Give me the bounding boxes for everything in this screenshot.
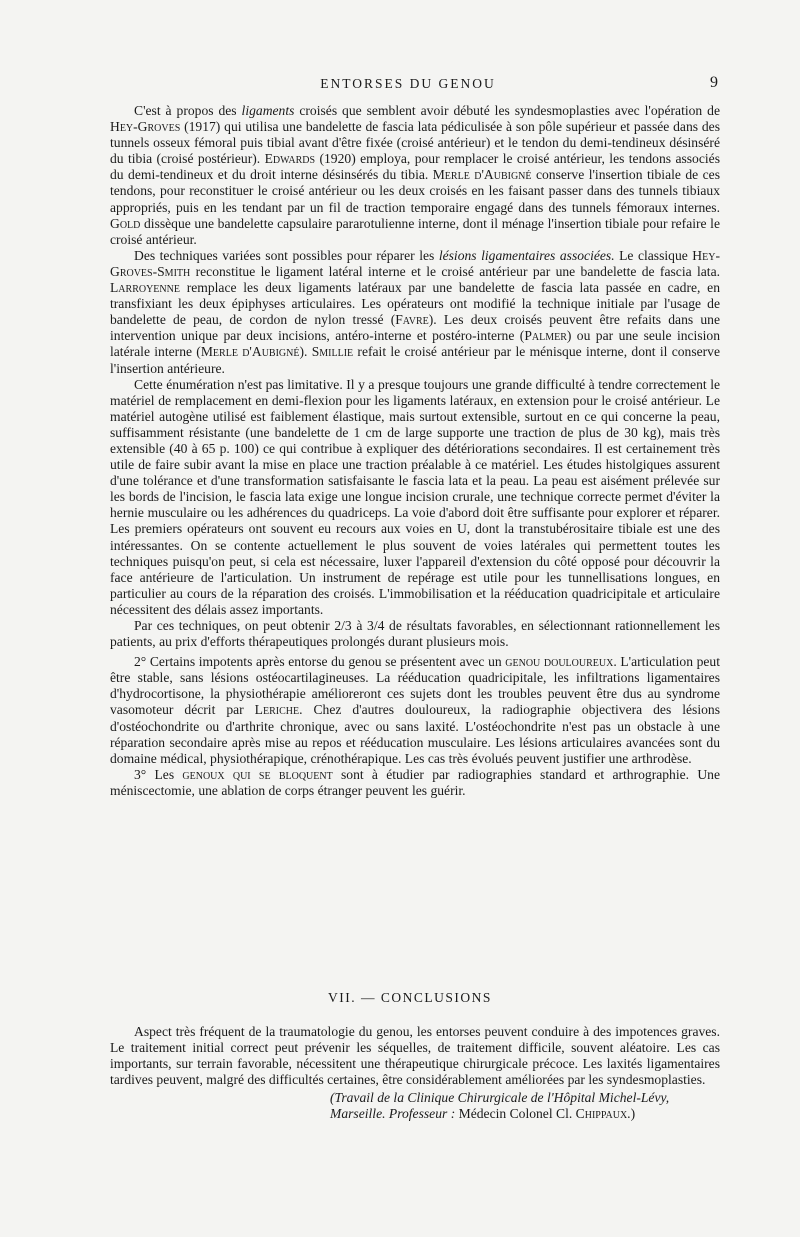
author-name: Favre [395, 312, 429, 328]
paragraph-associated-lesions: Des techniques variées sont possibles pour réparer les lésions ligamentaires associées. Le classique Hey-Groves-Smith reconstitue le ligament latéral interne et le croisé antérieur par une bandelette de fascia lata. Larroyenne remplace les deux ligaments latéraux par une bandelette de fascia lata passée en cadre, en transfixiant les deux épiphyses articulaires. Les opérateurs ont modifié la technique initiale par l'usage de bandelette de peau, de cordon de nylon tressé (Favre). Les deux croisés peuvent être refaits dans une intervention unique par deux incisions, antéro-interne et postéro-interne (Palmer) ou par une seule incision latérale interne (Merle d'Aubigné). Smillie refait le croisé antérieur par le ménisque interne, dont il conserve l'insertion antérieure. [110, 247, 720, 376]
author-name: Palmer [524, 328, 567, 344]
section-title: VII. — CONCLUSIONS [328, 990, 492, 1005]
article-body [110, 103, 720, 799]
running-title: ENTORSES DU GENOU [320, 76, 496, 91]
author-name: Gold [110, 215, 141, 231]
author-name: Smillie [311, 344, 354, 360]
paragraph-conclusion: Aspect très fréquent de la traumatologie du genou, les entorses peuvent conduire à des impotences graves. Le traitement initial correct peut prévenir les séquelles, de traitement difficile, souvent aléatoire. Les cas importants, sur terrain favorable, nécessitent une thérapeutique chirurgicale précoce. Les laxités ligamentaires tardives peuvent, malgré des difficultés certaines, être considérablement améliorées par les syndesmoplasties. [110, 1024, 720, 1088]
author-name: Merle d'Aubigné [432, 167, 532, 183]
author-name: Hey-Groves-Smith [110, 247, 720, 279]
credit-line: (Travail de la Clinique Chirurgicale de l'Hôpital Michel-Lévy, Marseille. Professeur : Médecin Colonel Cl. Chippaux.) [330, 1090, 670, 1122]
author-name: Merle d'Aubigné [200, 344, 300, 360]
author-name: Edwards [264, 151, 316, 167]
paragraph-locking-knee: 3° Les genoux qui se bloquent sont à étudier par radiographies standard et arthrographie. Une méniscectomie, une ablation de corps étranger peuvent les guérir. [110, 766, 720, 798]
paragraph-cruciate-ligaments: C'est à propos des ligaments croisés que semblent avoir débuté les syndesmoplasties avec l'opération de Hey-Groves (1917) qui utilisa une bandelette de fascia lata pédiculisée à son pôle supérieur et passée dans des tunnels osseux fémoral puis tibial avant d'être fixée (croisé antérieur) et le tendon du demi-tendineux désinséré du tibia (croisé postérieur). Edwards (1920) employa, pour remplacer le croisé antérieur, les tendons associés du demi-tendineux et du droit interne désinsérés du tibia. Merle d'Aubigné conserve l'insertion tibiale de ces tendons, pour reconstituer le croisé antérieur ou les deux croisés en les faisant passer dans des tunnels tibiaux appropriés, puis en les tendant par un fil de traction temporaire engagé dans des tunnels fémoraux internes. Gold dissèque une bandelette capsulaire pararotulienne interne, dont il ménage l'insertion tibiale pour refaire le croisé antérieur. [110, 103, 720, 247]
page-number: 9 [710, 74, 718, 91]
author-name: Leriche [254, 702, 300, 718]
paragraph-results: Par ces techniques, on peut obtenir 2/3 à 3/4 de résultats favorables, en sélectionnant rationnellement les patients, au prix d'efforts thérapeutiques prolongés durant plusieurs mois. [110, 618, 720, 650]
author-name: Larroyenne [110, 280, 180, 296]
conclusion-section [110, 1024, 720, 1123]
running-head [110, 74, 718, 98]
paragraph-enumeration: Cette énumération n'est pas limitative. Il y a presque toujours une grande difficulté à tendre correctement le matériel de remplacement en demi-flexion pour les ligaments latéraux, en extension pour le croisé antérieur. Le matériel autogène utilisé est faiblement élastique, mais surtout extensible, surtout en ce qui concerne la peau, suffisamment résistante (une bandelette de 1 cm de large supporte une traction de plus de 30 kg), mais très extensible (40 à 65 p. 100) ce qui contribue à expliquer des détériorations secondaires. Il est certainement très utile de faire subir avant la mise en place une traction préalable à ce matériel. Les études histolgiques assurent d'une tolérance et d'une transformation satisfaisante le fascia lata et la peau. La peau est aisément prélevée sur les bords de l'incision, le fascia lata exige une longue incision crurale, une technique correcte permet d'éviter la hernie musculaire ou les adhérences du quadriceps. La voie d'abord doit être suffisante pour explorer et réparer. Les premiers opérateurs ont souvent eu recours aux voies en U, dont la transtubérositaire tibiale est une des intéressantes. On se contente actuellement le plus souvent de voies latérales qui permettent toutes les techniques puisqu'on peut, si cela est nécessaire, luxer l'appareil d'extension du côté opposé pour découvrir la face antérieure de l'articulation. Un instrument de repérage est utile pour les tunnellisations longues, en particulier au cours de la réparation des croisés. L'immobilisation et la rééducation quadricipitale et articulaire nécessitent des délais assez importants. [110, 376, 720, 617]
paragraph-painful-knee: 2° Certains impotents après entorse du genou se présentent avec un genou douloureux. L'articulation peut être stable, sans lésions ostéocartilagineuses. La rééducation quadricipitale, les infiltrations ligamentaires d'hydrocortisone, la physiothérapie amélioreront ces sujets dont les troubles peuvent être dus au syndrome vasomoteur décrit par Leriche. Chez d'autres douloureux, la radiographie objectivera des lésions d'ostéochondrite ou d'arthrite chronique, avec ou sans laxité. L'ostéochondrite n'est pas un obstacle à une réparation secondaire après mise au repos et rééducation musculaire. Les lésions articulaires avancées sont du domaine médical, physiothérapique, crénothérapique. Les cas très évolués peuvent justifier une arthrodèse. [110, 654, 721, 766]
author-name: Hey-Groves [110, 119, 181, 135]
